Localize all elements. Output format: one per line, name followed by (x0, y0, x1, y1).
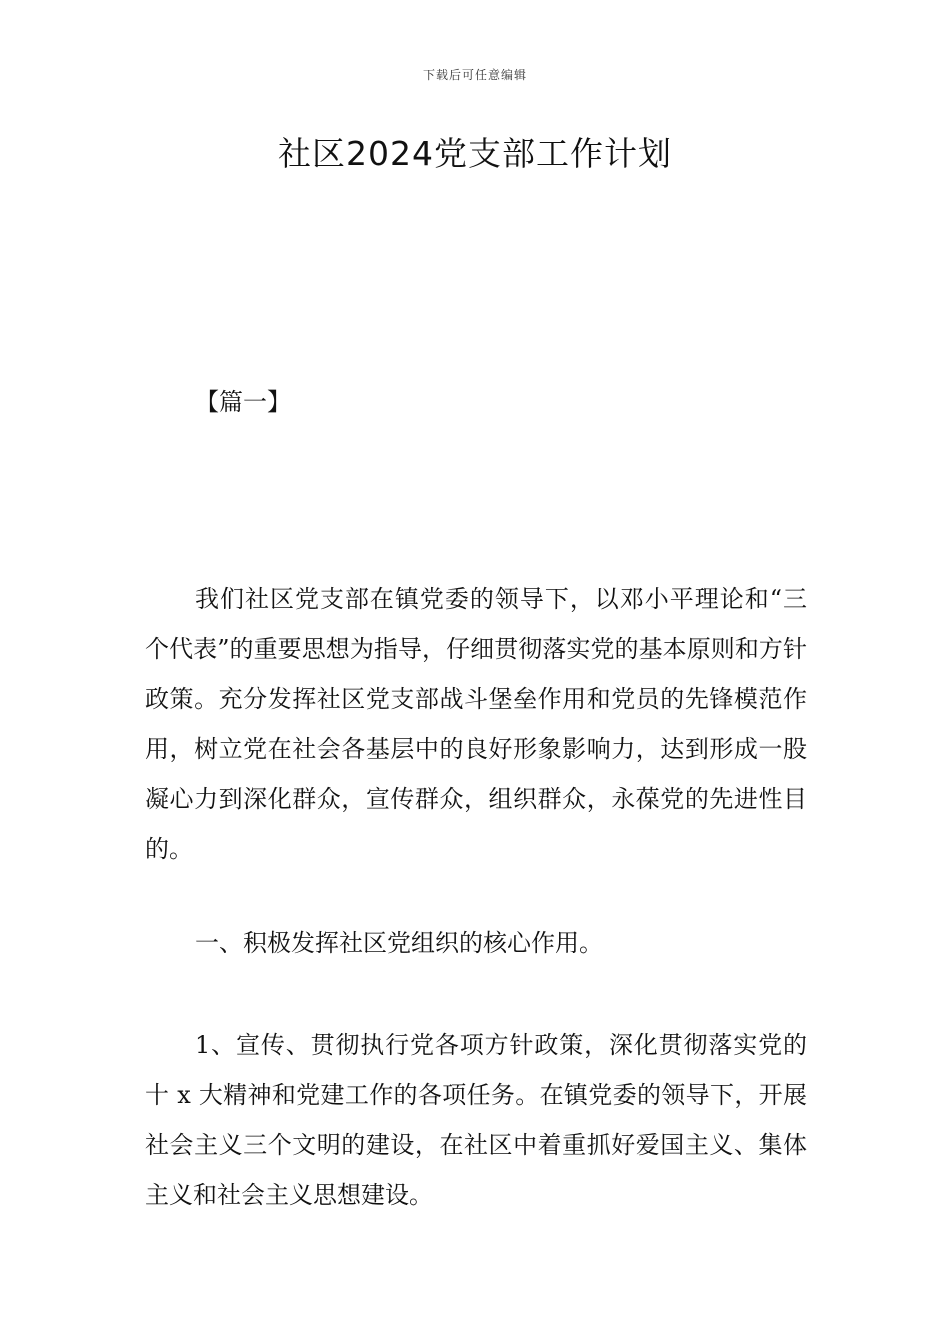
intro-paragraph: 我们社区党支部在镇党委的领导下，以邓小平理论和“三个代表”的重要思想为指导，仔细贯彻落实党的基本原则和方针政策。充分发挥社区党支部战斗堡垒作用和党员的先锋模范作用，树立党在社会各基层中的良好形象影响力，达到形成一股凝心力到深化群众，宣传群众，组织群众，永葆党的先进性目的。 (145, 585, 807, 863)
document-title: 社区2024党支部工作计划 (278, 134, 672, 173)
header-note: 下载后可任意编辑 (422, 68, 527, 82)
item-1-paragraph: 1、宣传、贯彻执行党各项方针政策，深化贯彻落实党的十 x 大精神和党建工作的各项任务。在镇党委的领导下，开展社会主义三个文明的建设，在社区中着重抓好爱国主义、集体主义和社会主义思想建设。 (145, 1031, 807, 1209)
section-heading-one: 一、积极发挥社区党组织的核心作用。 (195, 929, 603, 957)
section-label: 【篇一】 (195, 388, 291, 416)
